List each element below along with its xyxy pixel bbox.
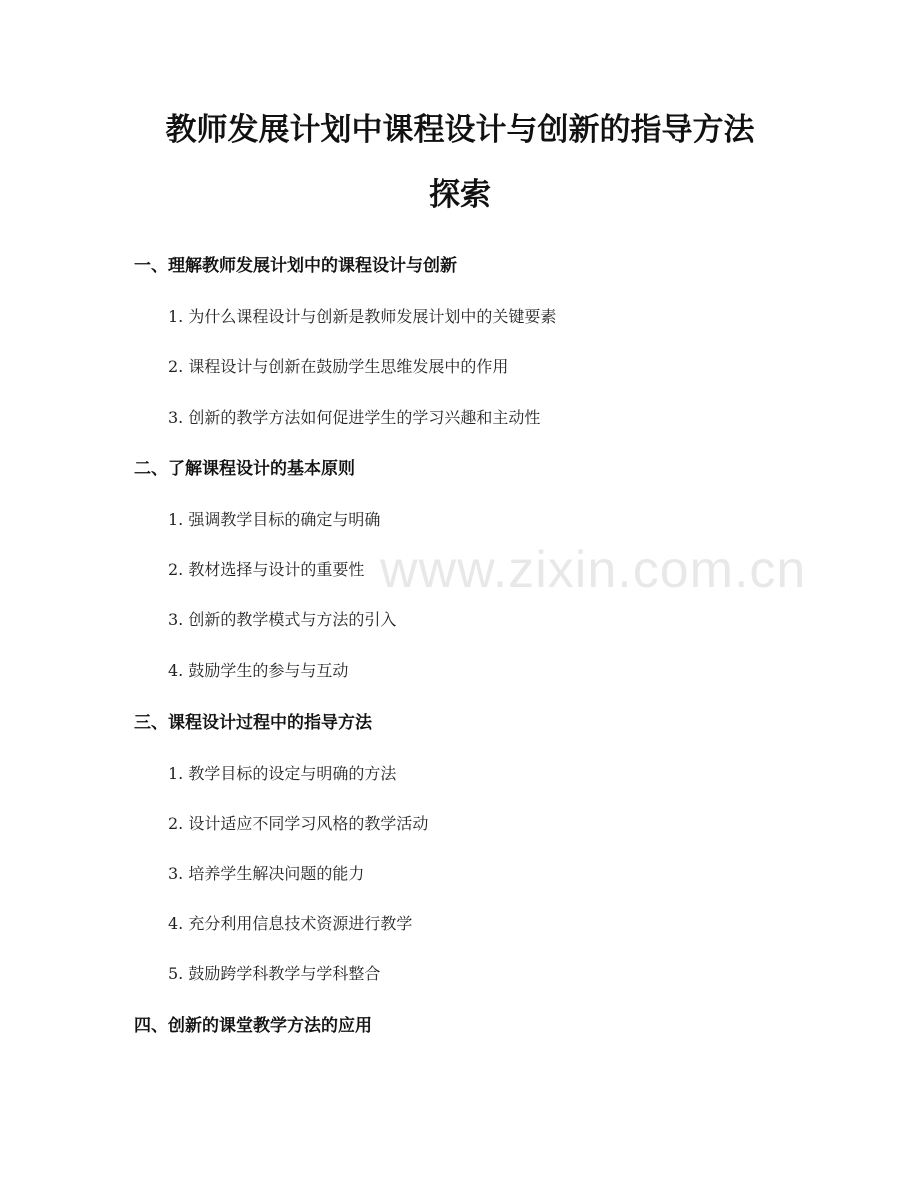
section-heading-1: 一、理解教师发展计划中的课程设计与创新 (134, 256, 457, 276)
section-1-item-3: 3. 创新的教学方法如何促进学生的学习兴趣和主动性 (168, 408, 541, 427)
document-title-line-2: 探索 (429, 177, 491, 213)
section-3-item-4: 4. 充分利用信息技术资源进行教学 (168, 914, 413, 933)
section-2-item-4: 4. 鼓励学生的参与与互动 (168, 661, 349, 680)
section-2-item-1: 1. 强调教学目标的确定与明确 (168, 510, 381, 529)
section-3-item-5: 5. 鼓励跨学科教学与学科整合 (168, 964, 381, 983)
section-heading-3: 三、课程设计过程中的指导方法 (134, 713, 372, 733)
section-3-item-1: 1. 教学目标的设定与明确的方法 (168, 764, 397, 783)
section-3-item-3: 3. 培养学生解决问题的能力 (168, 864, 365, 883)
section-1-item-2: 2. 课程设计与创新在鼓励学生思维发展中的作用 (168, 357, 509, 376)
watermark-text: www.zixin.com.cn (380, 541, 807, 599)
section-2-item-2: 2. 教材选择与设计的重要性 (168, 560, 365, 579)
document-title-line-1: 教师发展计划中课程设计与创新的指导方法 (165, 112, 755, 148)
section-3-item-2: 2. 设计适应不同学习风格的教学活动 (168, 814, 429, 833)
section-heading-2: 二、了解课程设计的基本原则 (134, 459, 355, 479)
section-2-item-3: 3. 创新的教学模式与方法的引入 (168, 610, 397, 629)
section-heading-4: 四、创新的课堂教学方法的应用 (134, 1016, 372, 1036)
section-1-item-1: 1. 为什么课程设计与创新是教师发展计划中的关键要素 (168, 307, 557, 326)
